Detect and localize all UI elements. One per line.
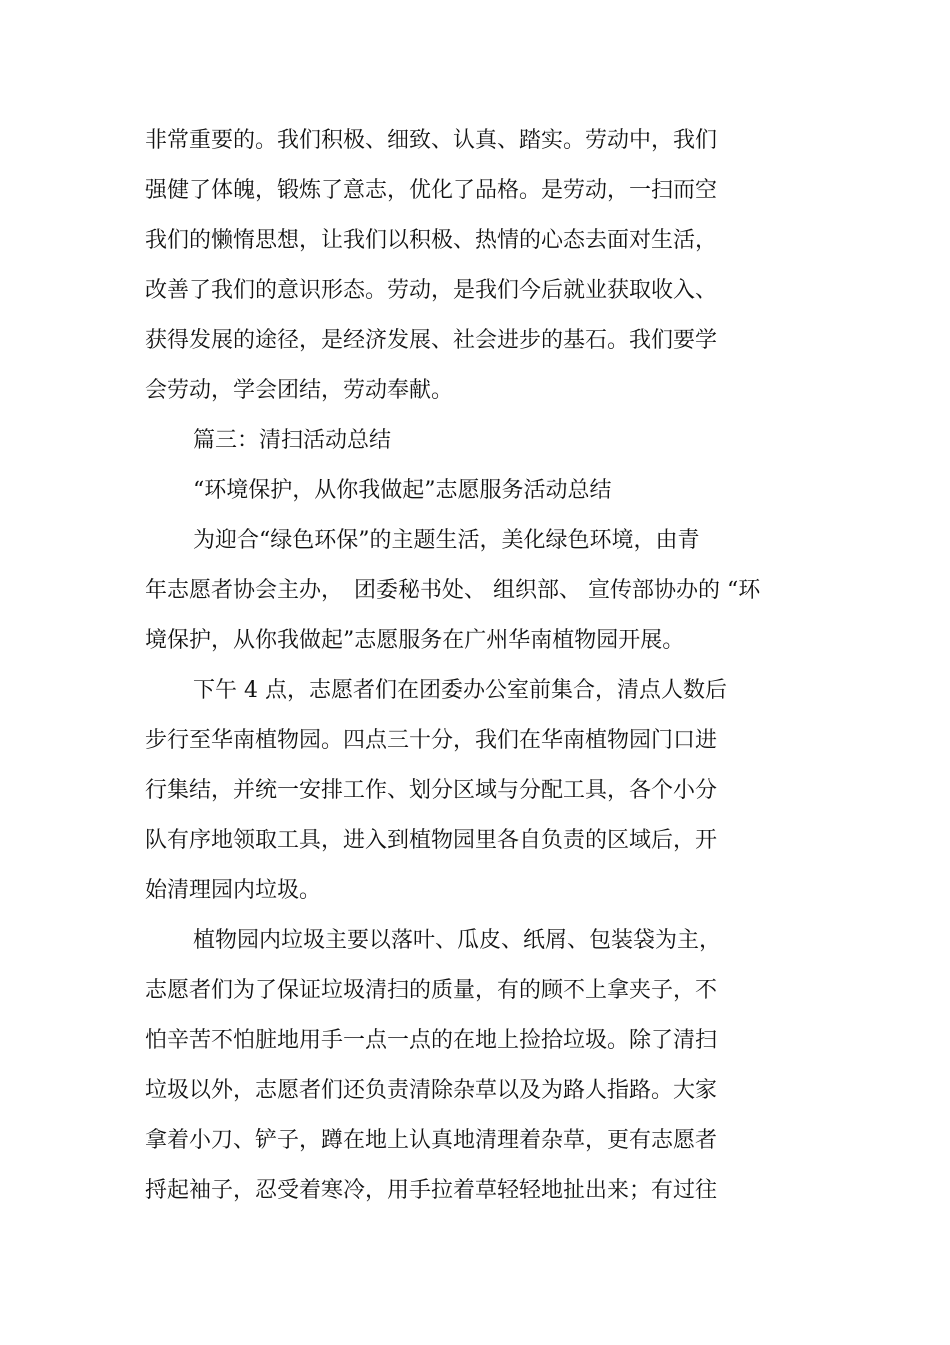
text-line: 队有序地领取工具，进入到植物园里各自负责的区域后，开 [145, 828, 718, 853]
text-line: 垃圾以外，志愿者们还负责清除杂草以及为路人指路。大家 [145, 1078, 718, 1103]
text-line: 改善了我们的意识形态。劳动，是我们今后就业获取收入、 [145, 278, 718, 303]
text-line: 年志愿者协会主办， 团委秘书处、 组织部、 宣传部协办的 “环 [145, 578, 761, 603]
article-title: “环境保护，从你我做起”志愿服务活动总结 [193, 478, 612, 503]
text-line: 强健了体魄，锻炼了意志，优化了品格。是劳动，一扫而空 [145, 178, 718, 203]
text-line: 捋起袖子，忍受着寒冷，用手拉着草轻轻地扯出来；有过往 [145, 1178, 718, 1203]
text-line: 行集结，并统一安排工作、划分区域与分配工具，各个小分 [145, 778, 718, 803]
text-line: 怕辛苦不怕脏地用手一点一点的在地上捡拾垃圾。除了清扫 [145, 1028, 718, 1053]
text-line: 下午 4 点，志愿者们在团委办公室前集合，清点人数后 [193, 678, 727, 703]
text-line: 步行至华南植物园。四点三十分，我们在华南植物园门口进 [145, 728, 718, 753]
text-line: 为迎合“绿色环保”的主题生活，美化绿色环境，由青 [193, 528, 700, 553]
text-line: 会劳动，学会团结，劳动奉献。 [145, 378, 454, 403]
text-line: 植物园内垃圾主要以落叶、瓜皮、纸屑、包装袋为主， [193, 928, 722, 953]
section-heading: 篇三：清扫活动总结 [193, 428, 392, 453]
text-line: 非常重要的。我们积极、细致、认真、踏实。劳动中，我们 [145, 128, 718, 153]
text-line: 志愿者们为了保证垃圾清扫的质量，有的顾不上拿夹子，不 [145, 978, 718, 1003]
text-line: 拿着小刀、铲子，蹲在地上认真地清理着杂草，更有志愿者 [145, 1128, 718, 1153]
text-line: 我们的懒惰思想，让我们以积极、热情的心态去面对生活， [145, 228, 718, 253]
text-line: 始清理园内垃圾。 [145, 878, 322, 903]
text-line: 获得发展的途径，是经济发展、社会进步的基石。我们要学 [145, 328, 718, 353]
text-line: 境保护，从你我做起”志愿服务在广州华南植物园开展。 [145, 628, 685, 653]
